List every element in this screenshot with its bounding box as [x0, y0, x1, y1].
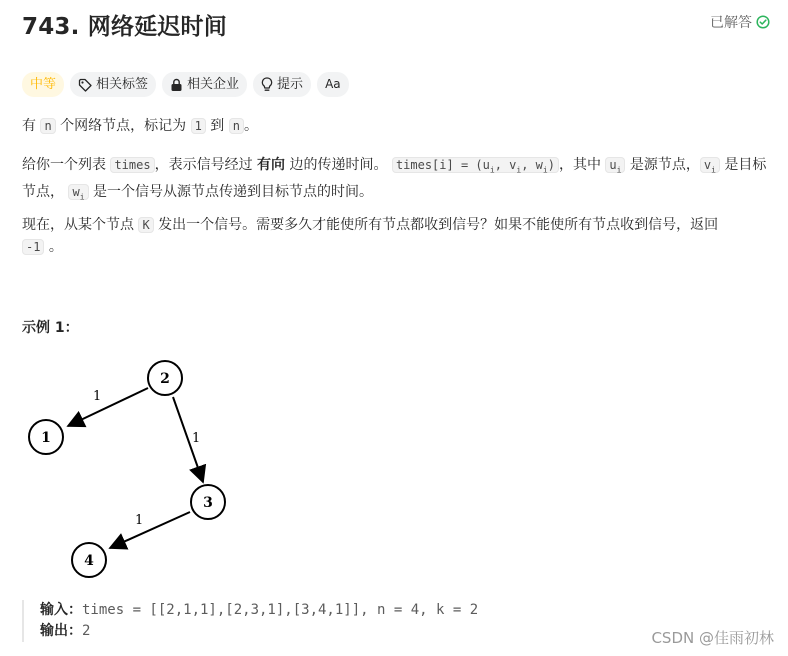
graph-node-4 [72, 543, 106, 577]
related-companies-button[interactable] [162, 72, 247, 97]
description-paragraph-3: 现在，从某个节点 K 发出一个信号。需要多久才能使所有节点都收到信号？如果不能使所有节点收到信号，返回 -1 。 [22, 217, 719, 255]
inline-code: -1 [22, 239, 44, 255]
inline-code: n [40, 118, 55, 134]
graph-node-3 [191, 485, 225, 519]
translate-button[interactable] [317, 72, 349, 97]
output-value: 2 [82, 623, 91, 639]
lock-icon [170, 78, 183, 92]
graph-node-1 [29, 420, 63, 454]
edge-weight-3-4: 1 [135, 513, 144, 528]
inline-code: $u_i$ [605, 157, 625, 173]
example-label: 示例 1： [22, 320, 79, 336]
problem-title: 743. 网络延迟时间 [22, 14, 227, 40]
difficulty-badge [22, 72, 64, 97]
svg-text:1: 1 [41, 430, 51, 446]
svg-text:3: 3 [203, 495, 213, 511]
output-label: 输出： [40, 623, 82, 639]
related-tags-button[interactable] [70, 72, 156, 97]
solved-status-label: 已解答 [710, 15, 752, 31]
bold-text: 有向 [257, 157, 286, 173]
edge-weight-2-3: 1 [192, 431, 201, 446]
input-value: times = [[2,1,1],[2,3,1],[3,4,1]], n = 4, k = 2 [82, 602, 479, 618]
example-input-line [40, 600, 780, 621]
watermark: CSDN @佳雨初林 [651, 629, 774, 647]
inline-code: n [229, 118, 244, 134]
graph-node-2 [148, 361, 182, 395]
translate-icon: Aa [325, 77, 341, 91]
related-companies-label: 相关企业 [187, 77, 240, 92]
input-label: 输入： [40, 602, 82, 618]
svg-text:2: 2 [160, 371, 170, 387]
check-circle-icon [756, 15, 770, 29]
inline-code: $w_i$ [68, 184, 88, 200]
edge-weight-2-1: 1 [93, 389, 102, 404]
tag-bar [22, 72, 349, 97]
difficulty-label: 中等 [30, 77, 57, 92]
lightbulb-icon [261, 77, 273, 92]
description-paragraph-1: 有 n 个网络节点，标记为 1 到 n 。 [22, 118, 258, 134]
description-paragraph-2: 给你一个列表 times ，表示信号经过 有向 边的传递时间。 times[i] = ($u_i$, $v_i$, $w_i$) ，其中 $u_i$ 是源节点， $v_i$ 是目标节点， $w_i$ 是一个信号从源节点传递到目标节点的时间。 [22, 157, 767, 202]
hint-button[interactable] [253, 72, 311, 97]
inline-code: 1 [191, 118, 206, 134]
tag-icon [78, 78, 92, 92]
inline-code: times [110, 157, 154, 173]
inline-code: $v_i$ [700, 157, 720, 173]
svg-text:4: 4 [84, 553, 94, 569]
example-graph [22, 352, 242, 584]
inline-code: times[i] = ($u_i$, $v_i$, $w_i$) [392, 157, 559, 173]
hint-label: 提示 [277, 77, 304, 92]
solved-status [710, 12, 770, 32]
graph-edge-3-4 [110, 512, 190, 548]
related-tags-label: 相关标签 [96, 77, 149, 92]
graph-edge-2-1 [68, 388, 148, 426]
inline-code: K [138, 217, 153, 233]
